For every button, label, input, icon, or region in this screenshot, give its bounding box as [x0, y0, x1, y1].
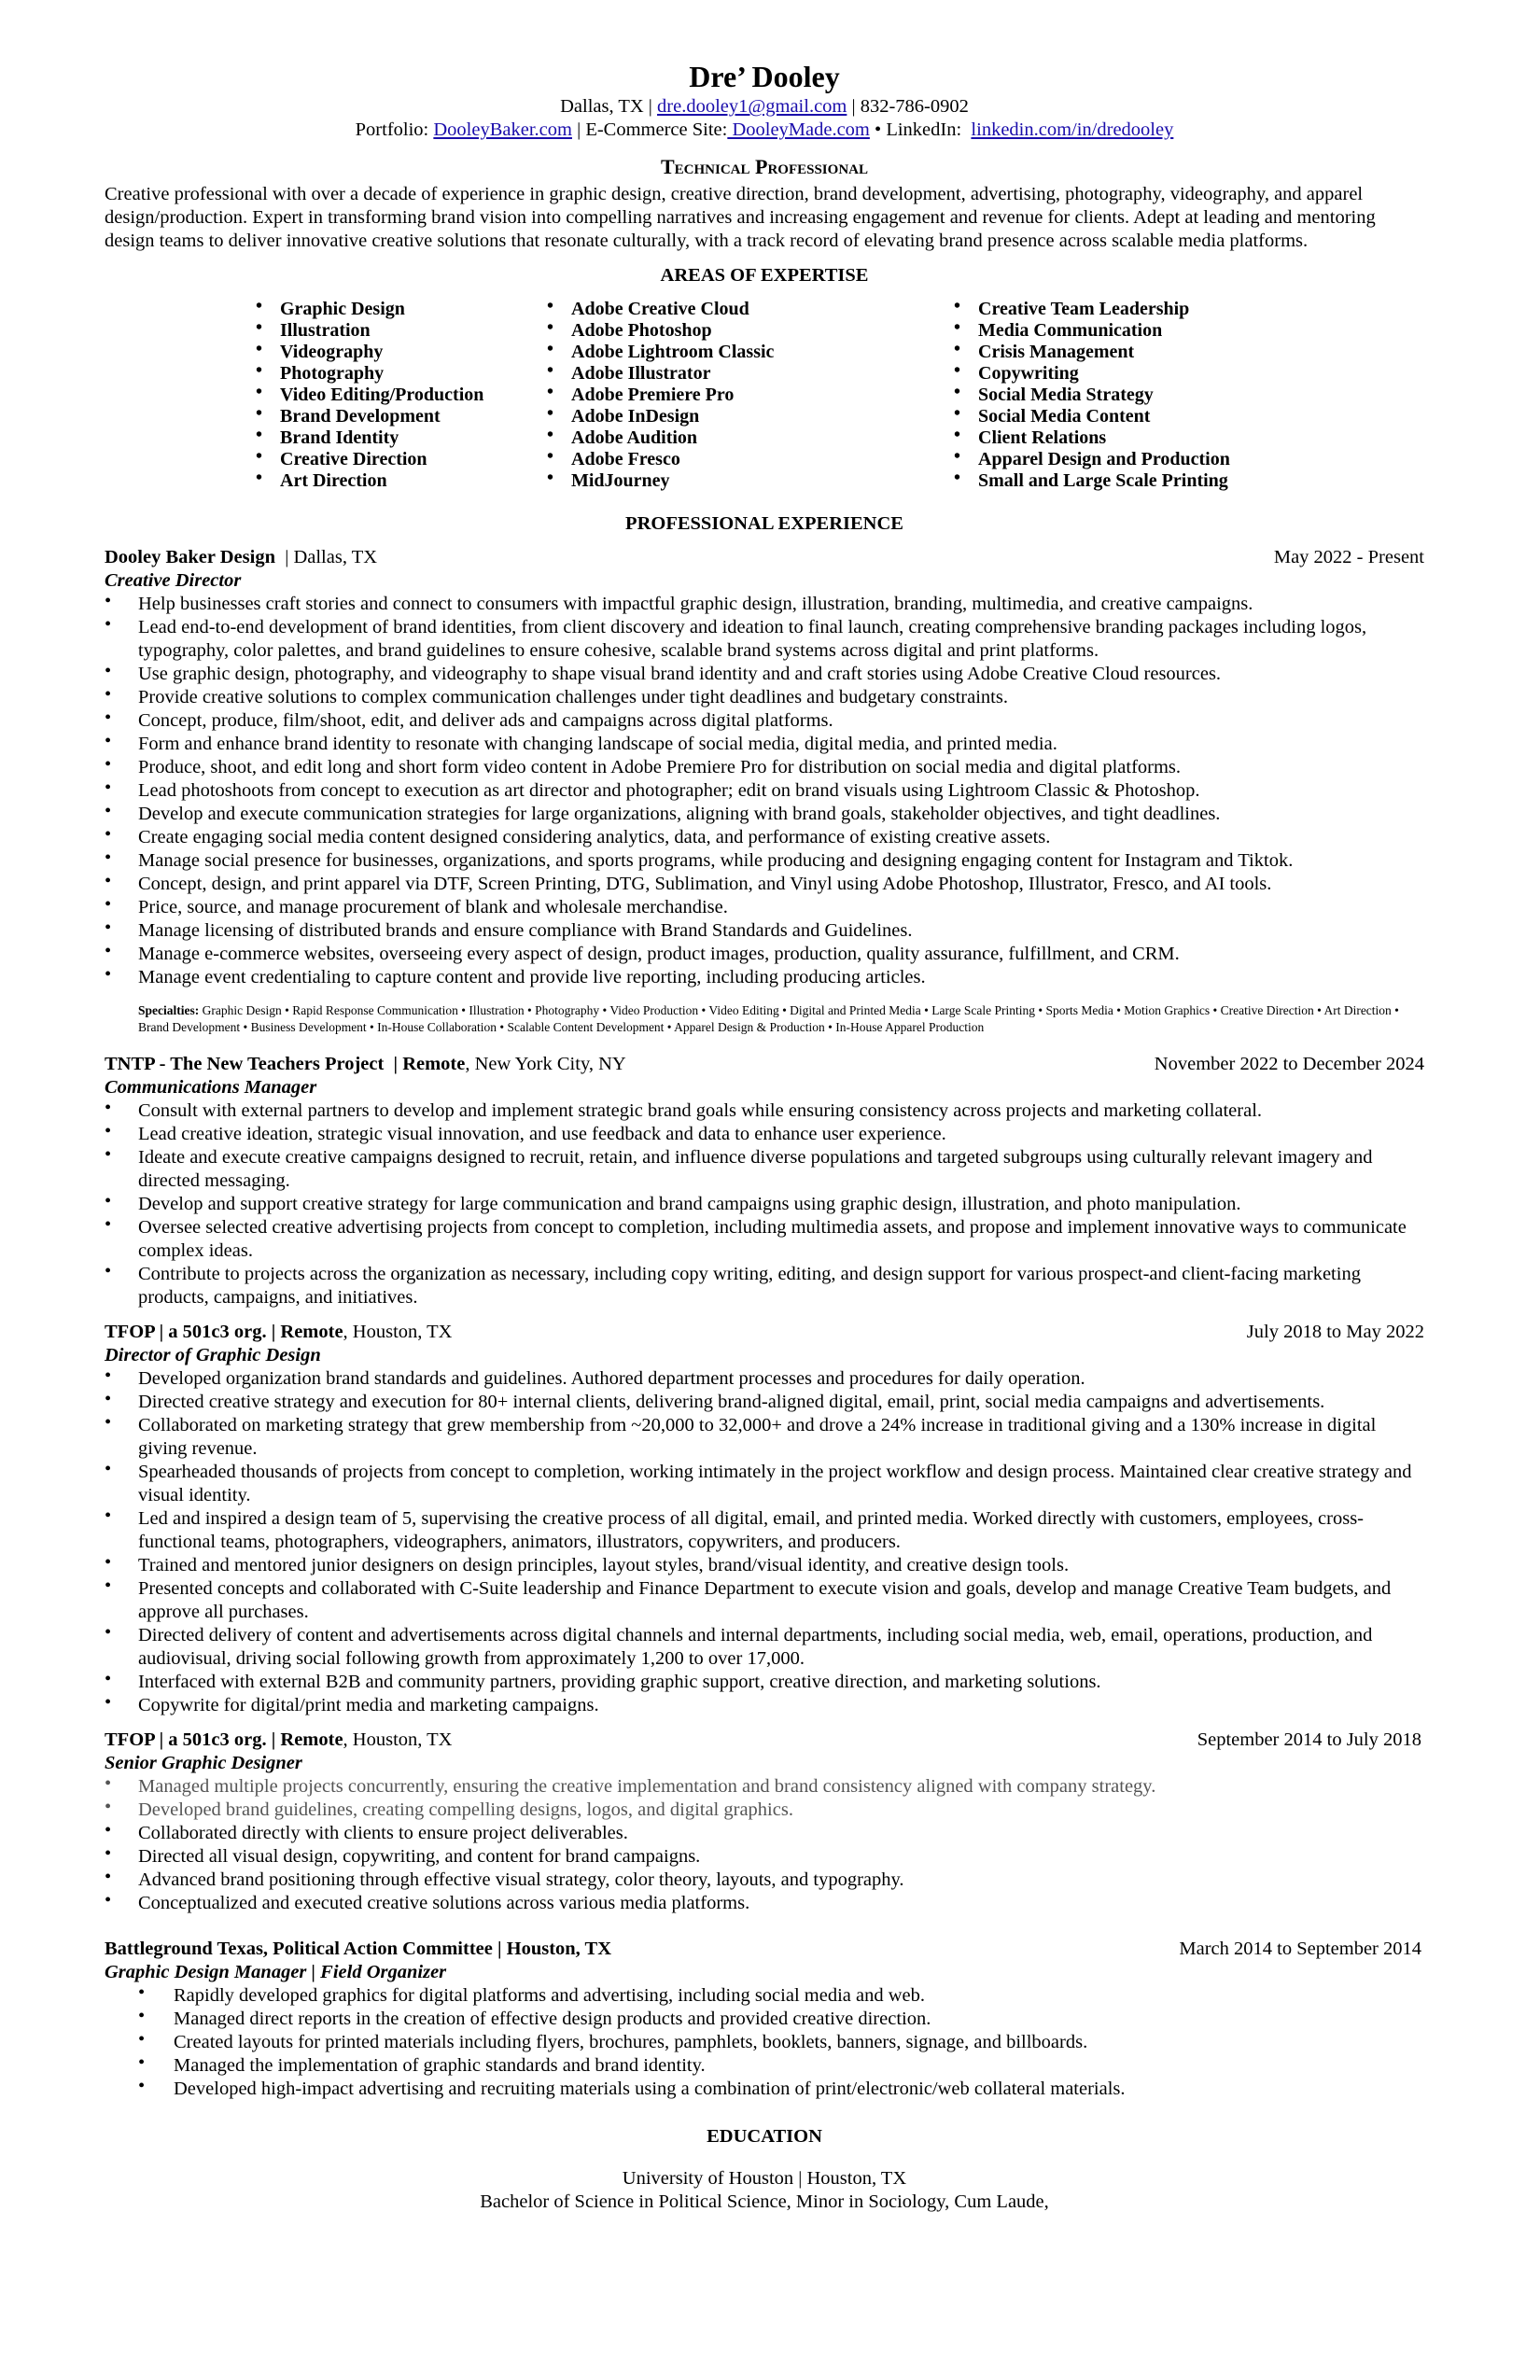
list-item: • Adobe Lightroom Classic: [545, 342, 952, 363]
linkedin-label: LinkedIn:: [886, 119, 962, 140]
education-school: University of Houston | Houston, TX: [622, 2168, 907, 2189]
ecommerce-link[interactable]: DooleyMade.com: [727, 119, 870, 140]
list-item: • Manage social presence for businesses, organizations, and sports programs, while producing and designing engaging content for Instagram and Tiktok.: [105, 849, 1424, 873]
list-item: • Manage licensing of distributed brands and ensure compliance with Brand Standards and Guidelines.: [105, 919, 1424, 943]
experience-title: PROFESSIONAL EXPERIENCE: [625, 513, 903, 534]
list-item: • Directed all visual design, copywriting, and content for brand campaigns.: [105, 1845, 1424, 1869]
summary-paragraph: Creative professional with over a decade of experience in graphic design, creative direction, brand development, advertising, photography, videography, and apparel design/production. Expert in transforming brand vision into compelling narratives and increasing engagement and revenue for clients. Adept at leading and mentoring design teams to deliver innovative creative solutions that resonate culturally, with a track record of elevating brand presence across scalable media platforms.: [105, 184, 1376, 251]
org-name: TFOP | a 501c3 org. | Remote: [105, 1322, 343, 1342]
job-tfop-director: [105, 1321, 1424, 1717]
list-item: • Conceptualized and executed creative solutions across various media platforms.: [105, 1892, 1424, 1915]
job-org: [105, 1321, 452, 1344]
job-dates: September 2014 to July 2018: [1197, 1729, 1421, 1750]
expertise-column-2: [545, 299, 952, 492]
links-line: [105, 119, 1424, 142]
list-item: • MidJourney: [545, 470, 952, 492]
separator: |: [847, 96, 861, 117]
job-bullets: [105, 1099, 1424, 1309]
resume-page: [105, 58, 1424, 2214]
list-item: • Use graphic design, photography, and videography to shape visual brand identity and and craft stories using Adobe Creative Cloud resources.: [105, 663, 1424, 686]
job-dates: November 2022 to December 2024: [1154, 1054, 1424, 1074]
job-title: Director of Graphic Design: [105, 1345, 321, 1365]
list-item: • Adobe Photoshop: [545, 320, 952, 342]
job-tntp: [105, 1053, 1424, 1309]
org-location: , Houston, TX: [343, 1322, 453, 1342]
list-item: • Ideate and execute creative campaigns designed to recruit, retain, and influence diverse populations and targeted subgroups using culturally relevant imagery and directed messaging.: [105, 1146, 1424, 1193]
list-item: • Social Media Strategy: [952, 385, 1325, 406]
list-item: • Adobe Audition: [545, 427, 952, 449]
list-item: • Led and inspired a design team of 5, supervising the creative process of all digital, email, and printed media. Worked directly with customers, employees, cross-functional teams, photographers, videographers, animators, illustrators, copywriters, and producers.: [105, 1507, 1424, 1554]
list-item: • Spearheaded thousands of projects from concept to completion, working intimately in the project workflow and design process. Maintained clear creative strategy and visual identity.: [105, 1461, 1424, 1507]
list-item: • Apparel Design and Production: [952, 449, 1325, 470]
list-item: • Creative Direction: [254, 449, 545, 470]
list-item: • Develop and execute communication strategies for large organizations, aligning with brand goals, stakeholder objectives, and tight deadlines.: [105, 803, 1424, 826]
separator: •: [869, 119, 887, 140]
list-item: • Oversee selected creative advertising projects from concept to completion, including multimedia assets, and propose and implement innovative ways to communicate complex ideas.: [105, 1216, 1424, 1263]
list-item: • Social Media Content: [952, 406, 1325, 427]
list-item: • Create engaging social media content designed considering analytics, data, and performance of existing creative assets.: [105, 826, 1424, 849]
email-link[interactable]: dre.dooley1@gmail.com: [657, 96, 847, 117]
list-item: • Adobe Illustrator: [545, 363, 952, 385]
specialties-text: Graphic Design • Rapid Response Communication • Illustration • Photography • Video Production • Video Editing • Digital and Printed Media • Large Scale Printing • Sports Media • Motion Graphics • Creative Direction • Art Direction • Brand Development • Business Development • In-House Collaboration • Scalable Content Development • Apparel Design & Production • In-House Apparel Production: [138, 1003, 1399, 1034]
job-tfop-senior: [105, 1729, 1424, 1915]
list-item: • Manage e-commerce websites, overseeing every aspect of design, product images, production, quality assurance, fulfillment, and CRM.: [105, 943, 1424, 966]
list-item: • Managed multiple projects concurrently, ensuring the creative implementation and brand consistency aligned with company strategy.: [105, 1775, 1424, 1799]
list-item: • Illustration: [254, 320, 545, 342]
job-bullets: [105, 1984, 1424, 2101]
list-item: • Videography: [254, 342, 545, 363]
job-title: Graphic Design Manager | Field Organizer: [105, 1962, 447, 1982]
list-item: • Developed brand guidelines, creating compelling designs, logos, and digital graphics.: [105, 1799, 1424, 1822]
list-item: • Lead creative ideation, strategic visual innovation, and use feedback and data to enhance user experience.: [105, 1123, 1424, 1146]
expertise-title: AREAS OF EXPERTISE: [660, 265, 869, 286]
job-bullets: [105, 1367, 1424, 1717]
list-item: • Graphic Design: [254, 299, 545, 320]
list-item: • Art Direction: [254, 470, 545, 492]
portfolio-label: Portfolio:: [355, 119, 429, 140]
separator: |: [571, 119, 586, 140]
list-item: • Copywrite for digital/print media and marketing campaigns.: [105, 1694, 1424, 1717]
org-location: | Dallas, TX: [274, 547, 378, 567]
list-item: • Interfaced with external B2B and community partners, providing graphic support, creative direction, and marketing solutions.: [105, 1671, 1424, 1694]
list-item: • Trained and mentored junior designers on design principles, layout styles, brand/visual identity, and creative design tools.: [105, 1554, 1424, 1577]
job-header: [105, 546, 1424, 569]
list-item: • Help businesses craft stories and connect to consumers with impactful graphic design, illustration, branding, multimedia, and creative campaigns.: [105, 593, 1424, 616]
job-bullets-gray: [105, 1775, 1424, 1822]
expertise-column-1: [254, 299, 545, 492]
location-text: Dallas, TX: [560, 96, 644, 117]
list-item: • Brand Identity: [254, 427, 545, 449]
list-item: • Developed organization brand standards and guidelines. Authored department processes and procedures for daily operation.: [105, 1367, 1424, 1391]
list-item: • Lead end-to-end development of brand identities, from client discovery and ideation to final launch, creating comprehensive branding packages including logos, typography, color palettes, and brand guidelines to ensure cohesive, scalable brand systems across digital and print platforms.: [105, 616, 1424, 663]
job-org: [105, 1729, 452, 1752]
specialties-line: [138, 1002, 1424, 1036]
job-title: Communications Manager: [105, 1077, 317, 1098]
job-bullets: [105, 593, 1424, 989]
job-header: [105, 1729, 1424, 1752]
org-location: , Houston, TX: [343, 1729, 453, 1750]
phone-text: 832-786-0902: [860, 96, 969, 117]
list-item: • Client Relations: [952, 427, 1325, 449]
job-org: [105, 1938, 611, 1961]
job-dooley-baker: [105, 546, 1424, 1036]
list-item: • Managed direct reports in the creation of effective design products and provided creative direction.: [105, 2008, 1424, 2031]
job-dates: March 2014 to September 2014: [1179, 1939, 1421, 1959]
org-name: Dooley Baker Design: [105, 547, 275, 567]
list-item: • Developed high-impact advertising and recruiting materials using a combination of print/electronic/web collateral materials.: [105, 2078, 1424, 2101]
job-dates: May 2022 - Present: [1273, 547, 1424, 567]
expertise-column-3: [952, 299, 1325, 492]
list-item: • Directed delivery of content and advertisements across digital channels and internal departments, including social media, web, email, operations, production, and audiovisual, driving social following growth from approximately 1,200 to over 17,000.: [105, 1624, 1424, 1671]
expertise-grid: [254, 299, 1424, 492]
list-item: • Produce, shoot, and edit long and short form video content in Adobe Premiere Pro for distribution on social media and digital platforms.: [105, 756, 1424, 779]
list-item: • Directed creative strategy and execution for 80+ internal clients, delivering brand-aligned digital, email, print, social media campaigns and advertisements.: [105, 1391, 1424, 1414]
org-name: Battleground Texas, Political Action Committee | Houston, TX: [105, 1939, 612, 1959]
job-dates: July 2018 to May 2022: [1246, 1322, 1424, 1342]
list-item: • Copywriting: [952, 363, 1325, 385]
job-header: [105, 1053, 1424, 1076]
job-title: Senior Graphic Designer: [105, 1753, 302, 1773]
separator: |: [643, 96, 658, 117]
specialties-label: Specialties:: [138, 1003, 200, 1017]
list-item: • Provide creative solutions to complex communication challenges under tight deadlines and budgetary constraints.: [105, 686, 1424, 709]
job-header: [105, 1938, 1424, 1961]
job-battleground: [105, 1938, 1424, 2101]
education-title: EDUCATION: [707, 2126, 822, 2147]
list-item: • Rapidly developed graphics for digital platforms and advertising, including social media and web.: [105, 1984, 1424, 2008]
job-org: [105, 546, 377, 569]
list-item: • Form and enhance brand identity to resonate with changing landscape of social media, digital media, and printed media.: [105, 733, 1424, 756]
list-item: • Advanced brand positioning through effective visual strategy, color theory, layouts, and typography.: [105, 1869, 1424, 1892]
list-item: • Consult with external partners to develop and implement strategic brand goals while ensuring consistency across projects and marketing collateral.: [105, 1099, 1424, 1123]
list-item: • Collaborated directly with clients to ensure project deliverables.: [105, 1822, 1424, 1845]
list-item: • Lead photoshoots from concept to execution as art director and photographer; edit on brand visuals using Lightroom Classic & Photoshop.: [105, 779, 1424, 803]
list-item: • Creative Team Leadership: [952, 299, 1325, 320]
org-name: TFOP | a 501c3 org. | Remote: [105, 1729, 343, 1750]
org-name: TNTP - The New Teachers Project | Remote: [105, 1054, 466, 1074]
list-item: • Concept, design, and print apparel via DTF, Screen Printing, DTG, Sublimation, and Vinyl using Adobe Photoshop, Illustrator, Fresco, and AI tools.: [105, 873, 1424, 896]
job-org: [105, 1053, 626, 1076]
list-item: • Adobe Fresco: [545, 449, 952, 470]
list-item: • Presented concepts and collaborated with C-Suite leadership and Finance Department to execute vision and goals, develop and manage Creative Team budgets, and approve all purchases.: [105, 1577, 1424, 1624]
list-item: • Photography: [254, 363, 545, 385]
job-header: [105, 1321, 1424, 1344]
job-bullets: [105, 1822, 1424, 1915]
list-item: • Manage event credentialing to capture content and provide live reporting, including producing articles.: [105, 966, 1424, 989]
list-item: • Created layouts for printed materials including flyers, brochures, pamphlets, booklets, banners, signage, and billboards.: [105, 2031, 1424, 2054]
list-item: • Contribute to projects across the organization as necessary, including copy writing, editing, and design support for various prospect-and client-facing marketing products, campaigns, and initiatives.: [105, 1263, 1424, 1309]
list-item: • Collaborated on marketing strategy that grew membership from ~20,000 to 32,000+ and drove a 24% increase in traditional giving and a 130% increase in digital giving revenue.: [105, 1414, 1424, 1461]
list-item: • Small and Large Scale Printing: [952, 470, 1325, 492]
org-location: , New York City, NY: [465, 1054, 626, 1074]
list-item: • Price, source, and manage procurement of blank and wholesale merchandise.: [105, 896, 1424, 919]
list-item: • Concept, produce, film/shoot, edit, and deliver ads and campaigns across digital platforms.: [105, 709, 1424, 733]
resume-header: [105, 58, 1424, 142]
portfolio-link[interactable]: DooleyBaker.com: [433, 119, 572, 140]
list-item: • Brand Development: [254, 406, 545, 427]
list-item: • Crisis Management: [952, 342, 1325, 363]
list-item: • Managed the implementation of graphic standards and brand identity.: [105, 2054, 1424, 2078]
list-item: • Adobe Creative Cloud: [545, 299, 952, 320]
list-item: • Develop and support creative strategy for large communication and brand campaigns using graphic design, illustration, and photo manipulation.: [105, 1193, 1424, 1216]
contact-line: [105, 95, 1424, 119]
list-item: • Adobe Premiere Pro: [545, 385, 952, 406]
list-item: • Video Editing/Production: [254, 385, 545, 406]
ecommerce-label: E-Commerce Site:: [585, 119, 728, 140]
list-item: • Adobe InDesign: [545, 406, 952, 427]
technical-title: Technical Professional: [661, 155, 868, 178]
education-degree: Bachelor of Science in Political Science, Minor in Sociology, Cum Laude,: [480, 2191, 1049, 2212]
linkedin-link[interactable]: linkedin.com/in/dredooley: [971, 119, 1174, 140]
candidate-name: Dre’ Dooley: [689, 60, 840, 93]
list-item: • Media Communication: [952, 320, 1325, 342]
job-title: Creative Director: [105, 570, 242, 591]
